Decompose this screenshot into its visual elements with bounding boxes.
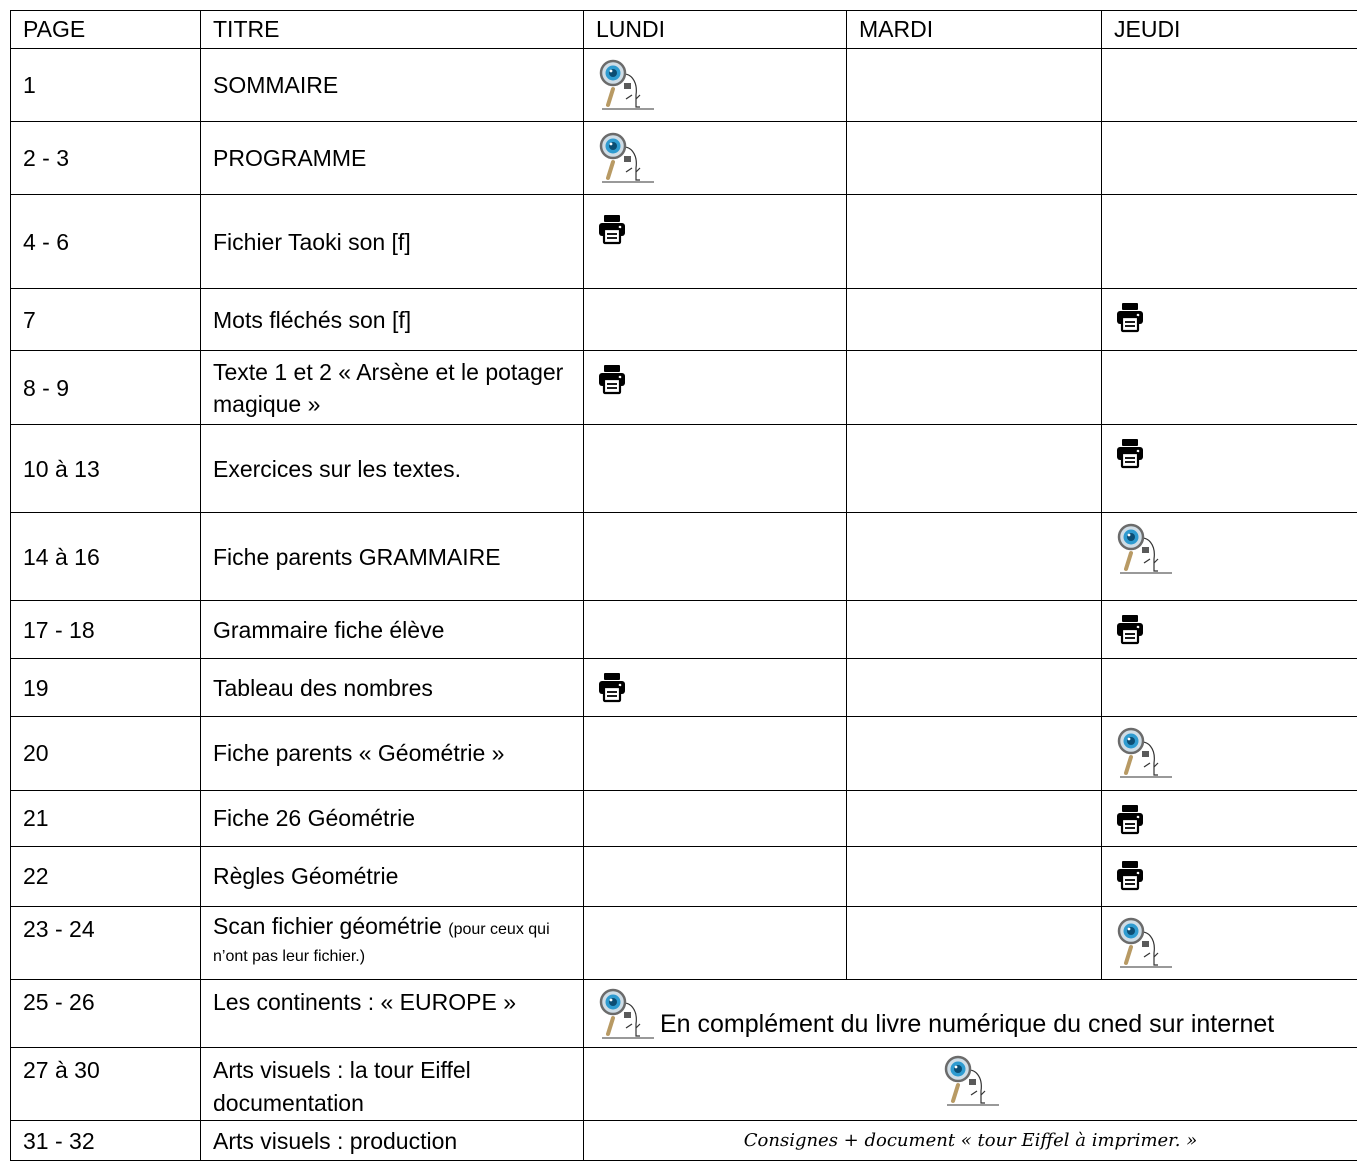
mardi-cell <box>847 49 1102 122</box>
mardi-cell <box>847 425 1102 513</box>
title-cell: Fiche parents « Géométrie » <box>201 717 584 790</box>
table-row <box>11 846 1357 906</box>
printer-icon <box>1114 803 1146 835</box>
title-cell: SOMMAIRE <box>201 49 584 122</box>
lundi-cell <box>584 289 847 351</box>
jeudi-cell <box>1102 790 1357 846</box>
page-cell: 7 <box>11 289 201 351</box>
title-cell: Les continents : « EUROPE » <box>201 979 584 1047</box>
title-text: Scan fichier géométrie <box>213 912 442 939</box>
page-cell: 27 à 30 <box>11 1047 201 1121</box>
lundi-cell <box>584 717 847 790</box>
jeudi-cell <box>1102 289 1357 351</box>
complement-cell <box>584 979 1357 1047</box>
title-cell: Fichier Taoki son [f] <box>201 195 584 289</box>
jeudi-cell <box>1102 846 1357 906</box>
lundi-cell <box>584 49 847 122</box>
table-row <box>11 425 1357 513</box>
title-cell: Texte 1 et 2 « Arsène et le potager magique » <box>201 351 584 425</box>
header-jeudi: JEUDI <box>1102 11 1357 49</box>
mardi-cell <box>847 122 1102 195</box>
table-row <box>11 49 1357 122</box>
documentation-cell <box>584 1047 1357 1121</box>
lens-icon <box>941 1051 1001 1109</box>
mardi-cell <box>847 351 1102 425</box>
header-mardi: MARDI <box>847 11 1102 49</box>
lundi-cell <box>584 122 847 195</box>
table-row <box>11 513 1357 601</box>
jeudi-cell <box>1102 601 1357 659</box>
lens-icon <box>1114 913 1174 971</box>
page-cell: 2 - 3 <box>11 122 201 195</box>
lundi-cell <box>584 513 847 601</box>
page-cell: 1 <box>11 49 201 122</box>
lundi-cell <box>584 906 847 979</box>
printer-icon <box>596 671 628 703</box>
lens-icon <box>596 55 656 113</box>
mardi-cell <box>847 601 1102 659</box>
lens-icon <box>1114 519 1174 577</box>
table-row <box>11 195 1357 289</box>
page-cell: 25 - 26 <box>11 979 201 1047</box>
printer-icon <box>596 213 628 245</box>
title-cell: Arts visuels : la tour Eiffel documentation <box>201 1047 584 1121</box>
table-row <box>11 1121 1357 1161</box>
lundi-cell <box>584 425 847 513</box>
title-cell: Grammaire fiche élève <box>201 601 584 659</box>
mardi-cell <box>847 906 1102 979</box>
lens-icon <box>596 128 656 186</box>
table-row <box>11 790 1357 846</box>
jeudi-cell <box>1102 906 1357 979</box>
table-row <box>11 906 1357 979</box>
table-row <box>11 1047 1357 1121</box>
table-row <box>11 289 1357 351</box>
jeudi-cell <box>1102 49 1357 122</box>
table-row <box>11 979 1357 1047</box>
mardi-cell <box>847 717 1102 790</box>
header-lundi: LUNDI <box>584 11 847 49</box>
lundi-cell <box>584 790 847 846</box>
jeudi-cell <box>1102 425 1357 513</box>
title-cell: Fiche 26 Géométrie <box>201 790 584 846</box>
header-row <box>11 11 1357 49</box>
page-cell: 23 - 24 <box>11 906 201 979</box>
schedule-table <box>10 10 1357 1161</box>
page-cell: 4 - 6 <box>11 195 201 289</box>
mardi-cell <box>847 289 1102 351</box>
page-cell: 17 - 18 <box>11 601 201 659</box>
complement-text: En complément du livre numérique du cned sur internet <box>660 1010 1275 1039</box>
table-row <box>11 717 1357 790</box>
printer-icon <box>1114 859 1146 891</box>
table-row <box>11 351 1357 425</box>
page-cell: 20 <box>11 717 201 790</box>
page-cell: 8 - 9 <box>11 351 201 425</box>
lundi-cell <box>584 351 847 425</box>
title-cell: Règles Géométrie <box>201 846 584 906</box>
jeudi-cell <box>1102 351 1357 425</box>
page-cell: 19 <box>11 659 201 717</box>
lens-icon <box>596 984 656 1042</box>
table-row <box>11 601 1357 659</box>
mardi-cell <box>847 513 1102 601</box>
jeudi-cell <box>1102 122 1357 195</box>
title-cell: Exercices sur les textes. <box>201 425 584 513</box>
title-cell: Mots fléchés son [f] <box>201 289 584 351</box>
printer-icon <box>596 363 628 395</box>
production-note-cell: Consignes + document « tour Eiffel à imprimer. » <box>584 1121 1357 1161</box>
table-row <box>11 122 1357 195</box>
lundi-cell <box>584 846 847 906</box>
jeudi-cell <box>1102 717 1357 790</box>
page-cell: 31 - 32 <box>11 1121 201 1161</box>
lundi-cell <box>584 601 847 659</box>
title-small-text: (pour ceux qui n’ont pas leur fichier.) <box>213 920 550 966</box>
mardi-cell <box>847 659 1102 717</box>
title-cell: Tableau des nombres <box>201 659 584 717</box>
lens-icon <box>1114 723 1174 781</box>
lundi-cell <box>584 195 847 289</box>
printer-icon <box>1114 301 1146 333</box>
title-cell: PROGRAMME <box>201 122 584 195</box>
title-cell: Arts visuels : production <box>201 1121 584 1161</box>
table-row <box>11 659 1357 717</box>
lundi-cell <box>584 659 847 717</box>
header-page: PAGE <box>11 11 201 49</box>
title-cell: Fiche parents GRAMMAIRE <box>201 513 584 601</box>
page-cell: 10 à 13 <box>11 425 201 513</box>
title-cell <box>201 906 584 979</box>
jeudi-cell <box>1102 513 1357 601</box>
mardi-cell <box>847 790 1102 846</box>
mardi-cell <box>847 846 1102 906</box>
printer-icon <box>1114 613 1146 645</box>
page-cell: 22 <box>11 846 201 906</box>
page-cell: 21 <box>11 790 201 846</box>
jeudi-cell <box>1102 659 1357 717</box>
header-titre: TITRE <box>201 11 584 49</box>
page-cell: 14 à 16 <box>11 513 201 601</box>
printer-icon <box>1114 437 1146 469</box>
mardi-cell <box>847 195 1102 289</box>
jeudi-cell <box>1102 195 1357 289</box>
